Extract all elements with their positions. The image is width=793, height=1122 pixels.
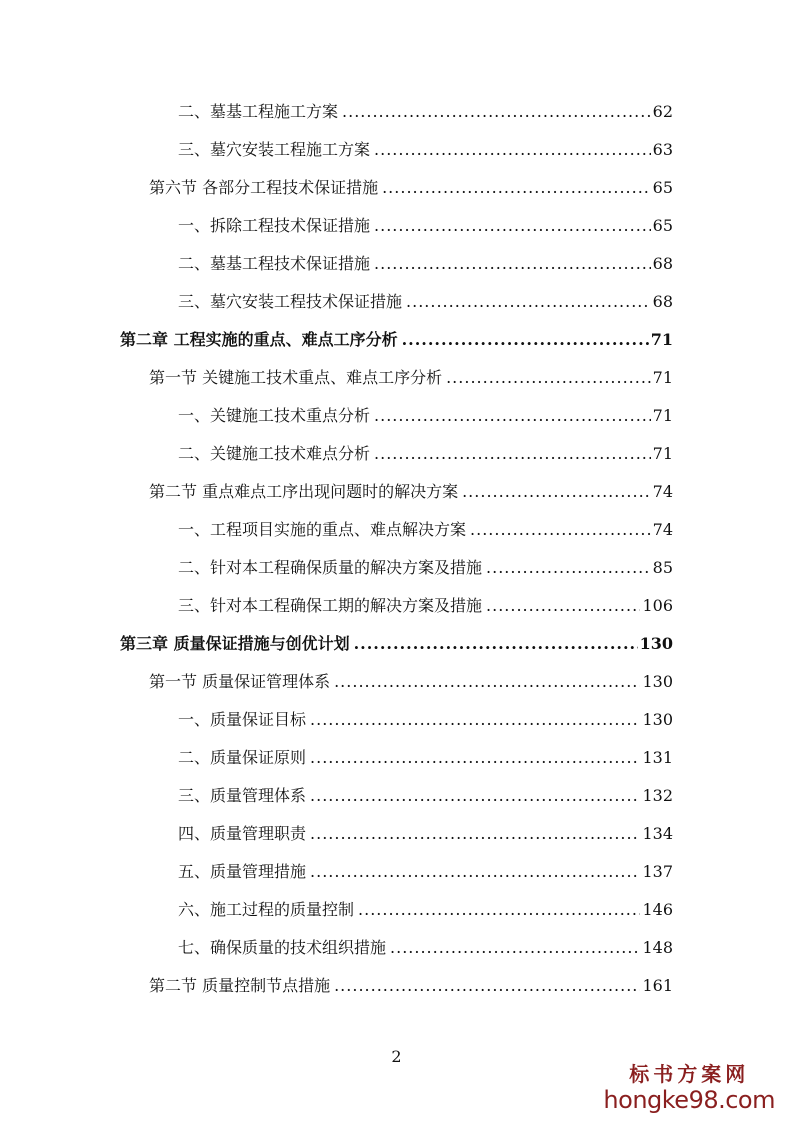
toc-leader-dots [310, 857, 640, 887]
toc-entry-page: 131 [642, 748, 673, 767]
toc-entry[interactable] [149, 477, 673, 507]
toc-entry-title: 七、确保质量的技术组织措施 [178, 938, 387, 957]
toc-leader-dots [310, 705, 640, 735]
toc-entry-title: 五、质量管理措施 [178, 862, 307, 881]
toc-chapter-entry[interactable] [120, 629, 673, 659]
toc-entry-title: 第二节 质量控制节点措施 [149, 976, 331, 995]
toc-leader-dots [374, 211, 651, 241]
toc-entry-page: 130 [642, 672, 673, 691]
toc-leader-dots [462, 477, 651, 507]
toc-entry-title: 第三章 质量保证措施与创优计划 [120, 634, 350, 653]
toc-entry-page: 71 [652, 368, 673, 387]
toc-chapter-entry[interactable] [120, 325, 673, 355]
toc-entry[interactable] [178, 895, 673, 925]
toc-leader-dots [334, 971, 640, 1001]
toc-leader-dots [334, 667, 640, 697]
toc-entry[interactable] [178, 515, 673, 545]
toc-leader-dots [406, 287, 651, 317]
toc-entry-title: 一、拆除工程技术保证措施 [178, 216, 371, 235]
toc-entry-page: 130 [639, 634, 673, 653]
toc-entry-page: 85 [652, 558, 673, 577]
toc-entry-title: 三、墓穴安装工程技术保证措施 [178, 292, 403, 311]
toc-leader-dots [390, 933, 640, 963]
toc-entry-page: 65 [652, 178, 673, 197]
page-number: 2 [391, 1047, 402, 1066]
toc-entry-page: 130 [642, 710, 673, 729]
toc-leader-dots [486, 591, 640, 621]
toc-entry-title: 二、针对本工程确保质量的解决方案及措施 [178, 558, 483, 577]
toc-entry-page: 74 [652, 520, 673, 539]
toc-entry[interactable] [178, 743, 673, 773]
toc-entry-page: 68 [652, 292, 673, 311]
toc-entry-title: 一、工程项目实施的重点、难点解决方案 [178, 520, 467, 539]
toc-leader-dots [446, 363, 651, 393]
toc-entry[interactable] [178, 857, 673, 887]
watermark-url: hongke98.com [603, 1086, 775, 1114]
toc-entry-page: 148 [642, 938, 673, 957]
toc-leader-dots [310, 781, 640, 811]
toc-leader-dots [402, 325, 649, 355]
toc-entry[interactable] [178, 553, 673, 583]
toc-entry-page: 68 [652, 254, 673, 273]
toc-entry[interactable] [178, 933, 673, 963]
toc-entry-title: 二、质量保证原则 [178, 748, 307, 767]
toc-entry[interactable] [178, 781, 673, 811]
toc-leader-dots [358, 895, 640, 925]
toc-entry[interactable] [178, 705, 673, 735]
toc-entry-page: 63 [652, 140, 673, 159]
watermark-logo [603, 1062, 775, 1114]
toc-leader-dots [342, 97, 651, 127]
toc-leader-dots [470, 515, 651, 545]
toc-entry-page: 71 [652, 444, 673, 463]
toc-entry[interactable] [178, 287, 673, 317]
toc-entry-page: 132 [642, 786, 673, 805]
toc-entry-page: 71 [650, 330, 673, 349]
toc-entry[interactable] [149, 173, 673, 203]
toc-leader-dots [354, 629, 638, 659]
toc-entry-page: 161 [642, 976, 673, 995]
watermark-site-name: 标书方案网 [629, 1062, 750, 1086]
toc-entry-title: 第二章 工程实施的重点、难点工序分析 [120, 330, 398, 349]
toc-leader-dots [382, 173, 651, 203]
toc-leader-dots [374, 439, 651, 469]
toc-entry-title: 一、质量保证目标 [178, 710, 307, 729]
toc-entry-page: 62 [652, 102, 673, 121]
toc-entry-title: 二、关键施工技术难点分析 [178, 444, 371, 463]
toc-entry-title: 第一节 质量保证管理体系 [149, 672, 331, 691]
toc-entry-title: 四、质量管理职责 [178, 824, 307, 843]
toc-entry[interactable] [178, 249, 673, 279]
toc-leader-dots [310, 743, 640, 773]
toc-entry-title: 第六节 各部分工程技术保证措施 [149, 178, 379, 197]
toc-entry-title: 二、墓基工程技术保证措施 [178, 254, 371, 273]
toc-entry[interactable] [178, 439, 673, 469]
toc-entry-title: 二、墓基工程施工方案 [178, 102, 339, 121]
toc-entry-page: 146 [642, 900, 673, 919]
toc-leader-dots [486, 553, 651, 583]
toc-entry-title: 一、关键施工技术重点分析 [178, 406, 371, 425]
toc-entry[interactable] [178, 135, 673, 165]
toc-leader-dots [374, 249, 651, 279]
toc-entry-title: 第二节 重点难点工序出现问题时的解决方案 [149, 482, 459, 501]
toc-entry-page: 106 [642, 596, 673, 615]
toc-entry-page: 65 [652, 216, 673, 235]
toc-entry-title: 三、质量管理体系 [178, 786, 307, 805]
toc-entry[interactable] [178, 211, 673, 241]
toc-entry-page: 71 [652, 406, 673, 425]
toc-entry-title: 第一节 关键施工技术重点、难点工序分析 [149, 368, 443, 387]
toc-entry[interactable] [178, 591, 673, 621]
toc-leader-dots [310, 819, 640, 849]
toc-leader-dots [374, 401, 651, 431]
toc-entry-page: 134 [642, 824, 673, 843]
toc-entry[interactable] [149, 667, 673, 697]
toc-entry[interactable] [178, 819, 673, 849]
toc-entry-title: 六、施工过程的质量控制 [178, 900, 355, 919]
toc-entry-title: 三、针对本工程确保工期的解决方案及措施 [178, 596, 483, 615]
toc-entry[interactable] [178, 401, 673, 431]
toc-entry-page: 74 [652, 482, 673, 501]
toc-entry-page: 137 [642, 862, 673, 881]
toc-entry-title: 三、墓穴安装工程施工方案 [178, 140, 371, 159]
toc-entry[interactable] [178, 97, 673, 127]
toc-leader-dots [374, 135, 651, 165]
toc-entry[interactable] [149, 971, 673, 1001]
toc-entry[interactable] [149, 363, 673, 393]
